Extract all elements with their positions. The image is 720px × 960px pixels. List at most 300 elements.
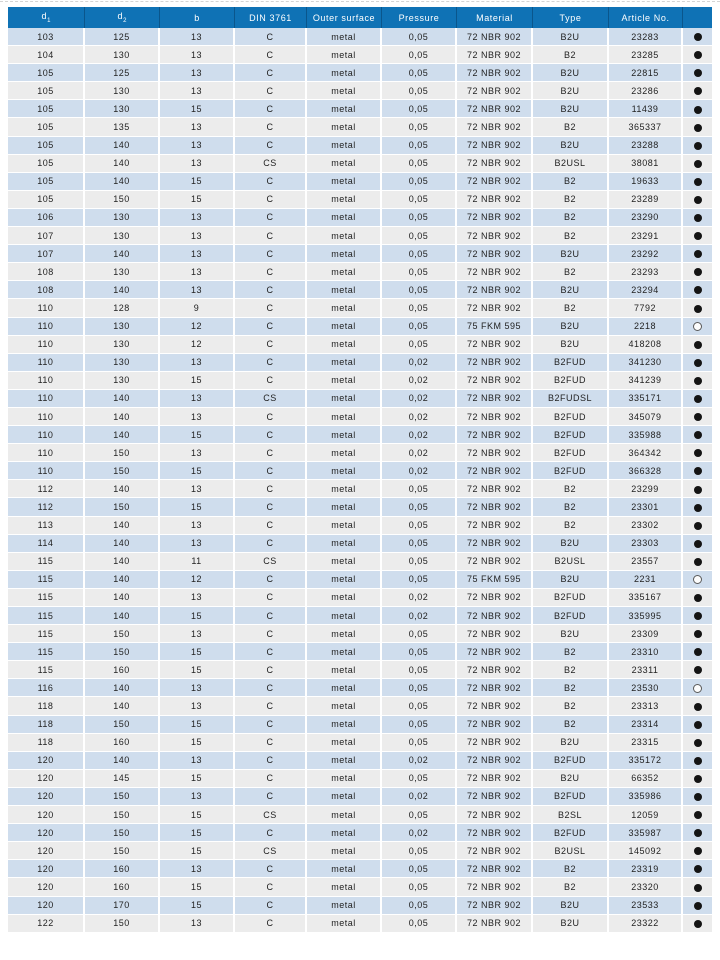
cell-b: 15: [160, 100, 235, 118]
availability-filled-icon: [694, 739, 702, 747]
cell-b: 13: [160, 227, 235, 245]
cell-b: 15: [160, 607, 235, 625]
availability-filled-icon: [694, 594, 702, 602]
cell-din3761: C: [235, 878, 307, 896]
cell-d1: 115: [8, 589, 85, 607]
cell-outer_surface: metal: [307, 915, 382, 933]
cell-outer_surface: metal: [307, 697, 382, 715]
cell-article_no: 23313: [609, 697, 683, 715]
cell-pressure: 0,02: [382, 354, 457, 372]
cell-availability: [683, 263, 712, 281]
cell-article_no: 23302: [609, 517, 683, 535]
availability-filled-icon: [694, 504, 702, 512]
table-row: [8, 245, 712, 263]
cell-outer_surface: metal: [307, 46, 382, 64]
cell-b: 15: [160, 770, 235, 788]
cell-d1: 107: [8, 245, 85, 263]
availability-filled-icon: [694, 377, 702, 385]
table-row: [8, 354, 712, 372]
cell-b: 15: [160, 878, 235, 896]
availability-open-icon: [693, 684, 702, 693]
cell-d1: 104: [8, 46, 85, 64]
cell-material: 72 NBR 902: [457, 372, 533, 390]
cell-d2: 160: [85, 860, 160, 878]
cell-type: B2: [533, 173, 609, 191]
cell-d2: 140: [85, 535, 160, 553]
cell-material: 72 NBR 902: [457, 137, 533, 155]
cell-article_no: 23309: [609, 625, 683, 643]
cell-b: 13: [160, 444, 235, 462]
cell-material: 72 NBR 902: [457, 897, 533, 915]
cell-material: 72 NBR 902: [457, 173, 533, 191]
cell-d2: 130: [85, 318, 160, 336]
cell-type: B2U: [533, 245, 609, 263]
cell-pressure: 0,05: [382, 734, 457, 752]
cell-outer_surface: metal: [307, 842, 382, 860]
cell-d1: 108: [8, 281, 85, 299]
table-row: [8, 897, 712, 915]
availability-filled-icon: [694, 431, 702, 439]
cell-d2: 130: [85, 263, 160, 281]
cell-material: 72 NBR 902: [457, 643, 533, 661]
availability-filled-icon: [694, 467, 702, 475]
cell-availability: [683, 299, 712, 317]
cell-availability: [683, 64, 712, 82]
cell-material: 72 NBR 902: [457, 444, 533, 462]
cell-article_no: 335987: [609, 824, 683, 842]
cell-availability: [683, 82, 712, 100]
cell-material: 72 NBR 902: [457, 191, 533, 209]
availability-filled-icon: [694, 793, 702, 801]
cell-availability: [683, 498, 712, 516]
table-row: [8, 336, 712, 354]
cell-b: 15: [160, 806, 235, 824]
cell-availability: [683, 824, 712, 842]
cell-din3761: CS: [235, 390, 307, 408]
cell-article_no: 23322: [609, 915, 683, 933]
cell-availability: [683, 643, 712, 661]
cell-type: B2FUDSL: [533, 390, 609, 408]
cell-d2: 140: [85, 607, 160, 625]
table-row: [8, 82, 712, 100]
cell-outer_surface: metal: [307, 372, 382, 390]
table-row: [8, 137, 712, 155]
cell-din3761: C: [235, 480, 307, 498]
cell-article_no: 23311: [609, 661, 683, 679]
cell-type: B2U: [533, 770, 609, 788]
cell-d2: 135: [85, 118, 160, 136]
table-row: [8, 318, 712, 336]
cell-article_no: 23285: [609, 46, 683, 64]
cell-d1: 105: [8, 155, 85, 173]
cell-type: B2: [533, 227, 609, 245]
cell-din3761: C: [235, 137, 307, 155]
cell-type: B2U: [533, 64, 609, 82]
cell-availability: [683, 842, 712, 860]
table-row: [8, 878, 712, 896]
cell-d2: 128: [85, 299, 160, 317]
cell-din3761: C: [235, 824, 307, 842]
cell-article_no: 418208: [609, 336, 683, 354]
cell-din3761: C: [235, 245, 307, 263]
cell-availability: [683, 155, 712, 173]
column-label-subscript: 1: [47, 17, 51, 24]
cell-availability: [683, 372, 712, 390]
cell-din3761: C: [235, 535, 307, 553]
cell-material: 72 NBR 902: [457, 806, 533, 824]
cell-article_no: 365337: [609, 118, 683, 136]
cell-availability: [683, 679, 712, 697]
cell-b: 13: [160, 64, 235, 82]
cell-material: 72 NBR 902: [457, 281, 533, 299]
cell-pressure: 0,05: [382, 915, 457, 933]
cell-pressure: 0,05: [382, 318, 457, 336]
column-header-d1: [8, 7, 85, 28]
cell-type: B2: [533, 697, 609, 715]
cell-d1: 110: [8, 354, 85, 372]
cell-outer_surface: metal: [307, 806, 382, 824]
cell-b: 13: [160, 281, 235, 299]
table-row: [8, 661, 712, 679]
availability-filled-icon: [694, 214, 702, 222]
cell-din3761: C: [235, 752, 307, 770]
cell-type: B2U: [533, 137, 609, 155]
cell-availability: [683, 697, 712, 715]
cell-material: 72 NBR 902: [457, 607, 533, 625]
cell-d1: 110: [8, 426, 85, 444]
cell-pressure: 0,05: [382, 860, 457, 878]
cell-outer_surface: metal: [307, 227, 382, 245]
cell-d1: 110: [8, 444, 85, 462]
cell-availability: [683, 860, 712, 878]
cell-availability: [683, 245, 712, 263]
column-label: b: [194, 12, 200, 23]
cell-d2: 130: [85, 100, 160, 118]
cell-pressure: 0,05: [382, 679, 457, 697]
table-header: [8, 7, 712, 28]
availability-filled-icon: [694, 666, 702, 674]
cell-availability: [683, 553, 712, 571]
cell-pressure: 0,05: [382, 299, 457, 317]
cell-type: B2: [533, 191, 609, 209]
table-row: [8, 824, 712, 842]
cell-pressure: 0,02: [382, 752, 457, 770]
table-row: [8, 100, 712, 118]
cell-pressure: 0,05: [382, 553, 457, 571]
cell-din3761: C: [235, 697, 307, 715]
table-row: [8, 173, 712, 191]
cell-pressure: 0,05: [382, 191, 457, 209]
availability-filled-icon: [694, 902, 702, 910]
cell-b: 13: [160, 752, 235, 770]
cell-d2: 130: [85, 372, 160, 390]
cell-type: B2USL: [533, 842, 609, 860]
cell-b: 15: [160, 897, 235, 915]
cell-availability: [683, 336, 712, 354]
cell-material: 75 FKM 595: [457, 318, 533, 336]
cell-outer_surface: metal: [307, 354, 382, 372]
cell-type: B2U: [533, 915, 609, 933]
cell-d1: 105: [8, 100, 85, 118]
cell-type: B2: [533, 661, 609, 679]
cell-type: B2U: [533, 336, 609, 354]
cell-material: 72 NBR 902: [457, 408, 533, 426]
cell-material: 72 NBR 902: [457, 390, 533, 408]
cell-type: B2: [533, 860, 609, 878]
table-row: [8, 191, 712, 209]
cell-type: B2U: [533, 625, 609, 643]
availability-filled-icon: [694, 395, 702, 403]
availability-filled-icon: [694, 811, 702, 819]
cell-d2: 140: [85, 553, 160, 571]
cell-type: B2: [533, 263, 609, 281]
cell-d1: 115: [8, 661, 85, 679]
cell-d1: 105: [8, 82, 85, 100]
cell-pressure: 0,05: [382, 209, 457, 227]
cell-availability: [683, 173, 712, 191]
cell-d2: 140: [85, 408, 160, 426]
cell-d1: 110: [8, 462, 85, 480]
cell-d1: 112: [8, 480, 85, 498]
availability-filled-icon: [694, 305, 702, 313]
cell-type: B2U: [533, 571, 609, 589]
cell-pressure: 0,05: [382, 137, 457, 155]
cell-availability: [683, 118, 712, 136]
cell-d2: 145: [85, 770, 160, 788]
availability-filled-icon: [694, 286, 702, 294]
cell-outer_surface: metal: [307, 408, 382, 426]
cell-b: 15: [160, 426, 235, 444]
cell-pressure: 0,05: [382, 535, 457, 553]
cell-d1: 108: [8, 263, 85, 281]
cell-pressure: 0,05: [382, 770, 457, 788]
column-label: Pressure: [398, 12, 440, 23]
cell-din3761: C: [235, 498, 307, 516]
cell-type: B2FUD: [533, 444, 609, 462]
cell-b: 13: [160, 408, 235, 426]
cell-article_no: 341239: [609, 372, 683, 390]
cell-availability: [683, 46, 712, 64]
cell-b: 15: [160, 462, 235, 480]
cell-availability: [683, 426, 712, 444]
cell-pressure: 0,02: [382, 408, 457, 426]
cell-article_no: 23533: [609, 897, 683, 915]
cell-b: 12: [160, 336, 235, 354]
column-label: d: [117, 11, 124, 22]
cell-article_no: 12059: [609, 806, 683, 824]
cell-d2: 130: [85, 227, 160, 245]
cell-outer_surface: metal: [307, 553, 382, 571]
cell-pressure: 0,05: [382, 336, 457, 354]
cell-din3761: C: [235, 643, 307, 661]
cell-availability: [683, 209, 712, 227]
cell-pressure: 0,05: [382, 842, 457, 860]
cell-type: B2FUD: [533, 372, 609, 390]
table-row: [8, 625, 712, 643]
cell-article_no: 23294: [609, 281, 683, 299]
cell-pressure: 0,05: [382, 498, 457, 516]
availability-filled-icon: [694, 33, 702, 41]
availability-filled-icon: [694, 630, 702, 638]
cell-b: 13: [160, 46, 235, 64]
cell-din3761: C: [235, 607, 307, 625]
cell-outer_surface: metal: [307, 734, 382, 752]
cell-pressure: 0,02: [382, 372, 457, 390]
cell-type: B2USL: [533, 553, 609, 571]
product-table: [8, 7, 712, 933]
cell-din3761: C: [235, 100, 307, 118]
cell-material: 72 NBR 902: [457, 64, 533, 82]
page-edge-line: [0, 1, 720, 2]
cell-availability: [683, 752, 712, 770]
cell-d1: 120: [8, 788, 85, 806]
cell-availability: [683, 716, 712, 734]
cell-d2: 140: [85, 752, 160, 770]
cell-b: 15: [160, 191, 235, 209]
cell-outer_surface: metal: [307, 860, 382, 878]
cell-d1: 120: [8, 824, 85, 842]
cell-b: 13: [160, 517, 235, 535]
table-row: [8, 679, 712, 697]
cell-d1: 118: [8, 734, 85, 752]
cell-d1: 115: [8, 607, 85, 625]
cell-material: 72 NBR 902: [457, 100, 533, 118]
column-label: Article No.: [621, 12, 670, 23]
cell-d2: 150: [85, 498, 160, 516]
cell-b: 15: [160, 643, 235, 661]
cell-b: 13: [160, 679, 235, 697]
cell-type: B2FUD: [533, 824, 609, 842]
cell-article_no: 23315: [609, 734, 683, 752]
availability-filled-icon: [694, 178, 702, 186]
cell-b: 13: [160, 860, 235, 878]
availability-filled-icon: [694, 87, 702, 95]
cell-outer_surface: metal: [307, 336, 382, 354]
cell-pressure: 0,05: [382, 897, 457, 915]
cell-article_no: 23286: [609, 82, 683, 100]
cell-d2: 160: [85, 878, 160, 896]
cell-d2: 140: [85, 679, 160, 697]
cell-d1: 115: [8, 571, 85, 589]
cell-b: 13: [160, 28, 235, 46]
cell-d2: 130: [85, 46, 160, 64]
cell-availability: [683, 227, 712, 245]
cell-din3761: C: [235, 299, 307, 317]
cell-material: 72 NBR 902: [457, 46, 533, 64]
cell-material: 72 NBR 902: [457, 299, 533, 317]
cell-d2: 140: [85, 571, 160, 589]
cell-din3761: C: [235, 173, 307, 191]
cell-b: 11: [160, 553, 235, 571]
availability-filled-icon: [694, 341, 702, 349]
cell-b: 15: [160, 734, 235, 752]
cell-type: B2U: [533, 100, 609, 118]
cell-b: 12: [160, 318, 235, 336]
cell-availability: [683, 28, 712, 46]
cell-article_no: 38081: [609, 155, 683, 173]
cell-d1: 110: [8, 336, 85, 354]
availability-filled-icon: [694, 829, 702, 837]
cell-type: B2: [533, 118, 609, 136]
cell-b: 13: [160, 245, 235, 263]
cell-din3761: CS: [235, 806, 307, 824]
cell-material: 72 NBR 902: [457, 824, 533, 842]
cell-d1: 105: [8, 137, 85, 155]
cell-material: 75 FKM 595: [457, 571, 533, 589]
cell-b: 13: [160, 535, 235, 553]
cell-d1: 118: [8, 716, 85, 734]
cell-outer_surface: metal: [307, 824, 382, 842]
cell-b: 15: [160, 173, 235, 191]
cell-outer_surface: metal: [307, 245, 382, 263]
cell-d1: 122: [8, 915, 85, 933]
cell-pressure: 0,02: [382, 462, 457, 480]
column-label: Outer surface: [312, 12, 376, 23]
cell-d2: 150: [85, 444, 160, 462]
cell-availability: [683, 625, 712, 643]
cell-din3761: C: [235, 209, 307, 227]
cell-d2: 140: [85, 390, 160, 408]
availability-filled-icon: [694, 540, 702, 548]
cell-type: B2: [533, 878, 609, 896]
cell-material: 72 NBR 902: [457, 354, 533, 372]
cell-din3761: C: [235, 82, 307, 100]
cell-article_no: 22815: [609, 64, 683, 82]
cell-article_no: 335172: [609, 752, 683, 770]
cell-d1: 105: [8, 118, 85, 136]
cell-d2: 130: [85, 336, 160, 354]
cell-b: 13: [160, 118, 235, 136]
cell-b: 13: [160, 697, 235, 715]
cell-d2: 150: [85, 643, 160, 661]
cell-din3761: C: [235, 734, 307, 752]
cell-d2: 140: [85, 517, 160, 535]
column-header-din3761: [235, 7, 307, 28]
column-label: Type: [559, 12, 582, 23]
cell-d2: 150: [85, 462, 160, 480]
cell-material: 72 NBR 902: [457, 209, 533, 227]
cell-outer_surface: metal: [307, 770, 382, 788]
cell-availability: [683, 318, 712, 336]
cell-din3761: C: [235, 336, 307, 354]
cell-d2: 150: [85, 191, 160, 209]
cell-type: B2FUD: [533, 408, 609, 426]
table-row: [8, 915, 712, 933]
column-header-material: [457, 7, 533, 28]
cell-availability: [683, 607, 712, 625]
cell-outer_surface: metal: [307, 517, 382, 535]
availability-filled-icon: [694, 865, 702, 873]
cell-material: 72 NBR 902: [457, 697, 533, 715]
cell-b: 13: [160, 390, 235, 408]
cell-pressure: 0,05: [382, 625, 457, 643]
availability-open-icon: [693, 322, 702, 331]
cell-pressure: 0,02: [382, 444, 457, 462]
cell-type: B2FUD: [533, 462, 609, 480]
cell-availability: [683, 915, 712, 933]
cell-d1: 115: [8, 625, 85, 643]
availability-filled-icon: [694, 413, 702, 421]
column-label-subscript: 2: [123, 17, 127, 24]
availability-filled-icon: [694, 160, 702, 168]
cell-b: 13: [160, 589, 235, 607]
cell-availability: [683, 444, 712, 462]
cell-availability: [683, 897, 712, 915]
cell-pressure: 0,05: [382, 661, 457, 679]
cell-type: B2FUD: [533, 589, 609, 607]
cell-availability: [683, 589, 712, 607]
cell-availability: [683, 462, 712, 480]
